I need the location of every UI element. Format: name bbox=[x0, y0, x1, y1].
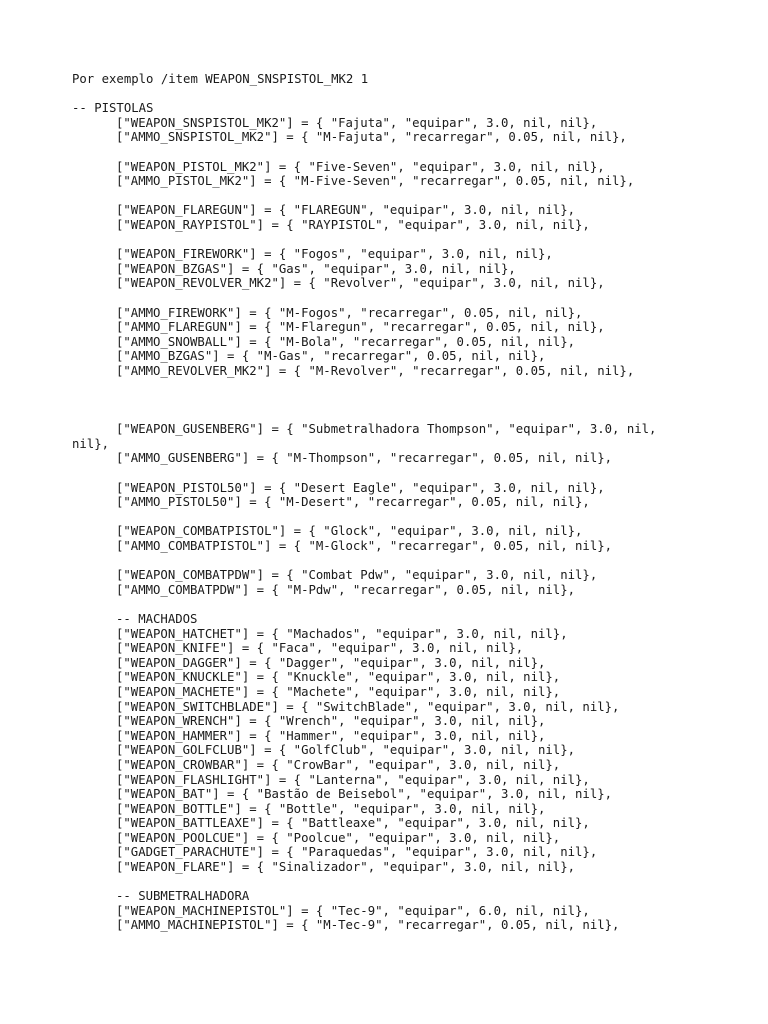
text-line: ["WEAPON_MACHETE"] = { "Machete", "equipar", 3.0, nil, nil}, bbox=[116, 684, 561, 699]
text-line: ["WEAPON_BZGAS"] = { "Gas", "equipar", 3.0, nil, nil}, bbox=[116, 261, 516, 276]
text-line: ["WEAPON_PISTOL50"] = { "Desert Eagle", "equipar", 3.0, nil, nil}, bbox=[116, 480, 605, 495]
blank-line bbox=[72, 291, 672, 306]
text-line: ["AMMO_PISTOL50"] = { "M-Desert", "recarregar", 0.05, nil, nil}, bbox=[116, 495, 590, 510]
text-line: ["WEAPON_POOLCUE"] = { "Poolcue", "equipar", 3.0, nil, nil}, bbox=[116, 830, 561, 845]
text-line: ["WEAPON_HAMMER"] = { "Hammer", "equipar", 3.0, nil, nil}, bbox=[116, 728, 546, 743]
blank-line bbox=[72, 393, 672, 408]
text-line: ["WEAPON_WRENCH"] = { "Wrench", "equipar", 3.0, nil, nil}, bbox=[116, 714, 546, 729]
text-line: ["WEAPON_GOLFCLUB"] = { "GolfClub", "equipar", 3.0, nil, nil}, bbox=[116, 743, 576, 758]
document-body bbox=[72, 72, 672, 933]
text-line: ["AMMO_COMBATPISTOL"] = { "M-Glock", "recarregar", 0.05, nil, nil}, bbox=[116, 539, 613, 553]
text-line: ["WEAPON_KNUCKLE"] = { "Knuckle", "equipar", 3.0, nil, nil}, bbox=[116, 670, 561, 685]
text-line: ["WEAPON_BOTTLE"] = { "Bottle", "equipar", 3.0, nil, nil}, bbox=[116, 801, 546, 816]
blank-line bbox=[72, 597, 672, 612]
text-line: ["AMMO_FLAREGUN"] = { "M-Flaregun", "recarregar", 0.05, nil, nil}, bbox=[116, 320, 605, 335]
text-line: ["WEAPON_FLARE"] = { "Sinalizador", "equipar", 3.0, nil, nil}, bbox=[116, 860, 576, 875]
blank-line bbox=[72, 510, 672, 525]
text-line: ["WEAPON_DAGGER"] = { "Dagger", "equipar", 3.0, nil, nil}, bbox=[116, 655, 546, 670]
text-line: -- MACHADOS bbox=[116, 611, 198, 626]
text-line: ["AMMO_FIREWORK"] = { "M-Fogos", "recarregar", 0.05, nil, nil}, bbox=[116, 305, 583, 320]
text-line: ["WEAPON_KNIFE"] = { "Faca", "equipar", 3.0, nil, nil}, bbox=[116, 641, 524, 656]
blank-line bbox=[72, 466, 672, 481]
text-line: ["AMMO_PISTOL_MK2"] = { "M-Five-Seven", "recarregar", 0.05, nil, nil}, bbox=[116, 174, 635, 189]
text-line: ["WEAPON_MACHINEPISTOL"] = { "Tec-9", "equipar", 6.0, nil, nil}, bbox=[116, 903, 590, 918]
text-line: ["WEAPON_RAYPISTOL"] = { "RAYPISTOL", "equipar", 3.0, nil, nil}, bbox=[116, 217, 590, 232]
text-line: ["WEAPON_PISTOL_MK2"] = { "Five-Seven", "equipar", 3.0, nil, nil}, bbox=[116, 159, 605, 174]
text-line: ["WEAPON_SNSPISTOL_MK2"] = { "Fajuta", "equipar", 3.0, nil, nil}, bbox=[116, 115, 598, 130]
text-line: ["WEAPON_GUSENBERG"] = { "Submetralhadora Thompson", "equipar", 3.0, nil, bbox=[116, 422, 657, 437]
blank-line bbox=[72, 233, 672, 248]
text-line: ["AMMO_MACHINEPISTOL"] = { "M-Tec-9", "recarregar", 0.05, nil, nil}, bbox=[116, 918, 620, 933]
blank-line bbox=[72, 875, 672, 890]
blank-line bbox=[72, 378, 672, 393]
blank-line bbox=[72, 408, 672, 423]
text-line: ["WEAPON_BAT"] = { "Bastão de Beisebol", "equipar", 3.0, nil, nil}, bbox=[116, 787, 613, 802]
blank-line bbox=[72, 189, 672, 204]
text-line: ["WEAPON_COMBATPISTOL"] = { "Glock", "equipar", 3.0, nil, nil}, bbox=[116, 524, 583, 539]
text-line: Por exemplo /item WEAPON_SNSPISTOL_MK2 1 bbox=[72, 72, 369, 86]
text-line: ["AMMO_SNOWBALL"] = { "M-Bola", "recarregar", 0.05, nil, nil}, bbox=[116, 334, 576, 349]
text-line: ["WEAPON_COMBATPDW"] = { "Combat Pdw", "equipar", 3.0, nil, nil}, bbox=[116, 568, 598, 583]
text-line: ["WEAPON_BATTLEAXE"] = { "Battleaxe", "equipar", 3.0, nil, nil}, bbox=[116, 816, 590, 831]
text-line: ["WEAPON_FLAREGUN"] = { "FLAREGUN", "equipar", 3.0, nil, nil}, bbox=[116, 203, 576, 218]
text-line: -- SUBMETRALHADORA bbox=[116, 889, 250, 904]
text-line: ["GADGET_PARACHUTE"] = { "Paraquedas", "equipar", 3.0, nil, nil}, bbox=[116, 845, 598, 860]
blank-line bbox=[72, 145, 672, 160]
text-line: ["WEAPON_FLASHLIGHT"] = { "Lanterna", "equipar", 3.0, nil, nil}, bbox=[116, 772, 590, 787]
text-line: ["WEAPON_REVOLVER_MK2"] = { "Revolver", "equipar", 3.0, nil, nil}, bbox=[116, 276, 605, 291]
text-line: ["AMMO_GUSENBERG"] = { "M-Thompson", "recarregar", 0.05, nil, nil}, bbox=[116, 451, 613, 466]
text-line: ["WEAPON_FIREWORK"] = { "Fogos", "equipar", 3.0, nil, nil}, bbox=[116, 247, 553, 262]
text-line: ["WEAPON_SWITCHBLADE"] = { "SwitchBlade", "equipar", 3.0, nil, nil}, bbox=[116, 699, 620, 714]
text-line: ["AMMO_SNSPISTOL_MK2"] = { "M-Fajuta", "recarregar", 0.05, nil, nil}, bbox=[116, 130, 627, 145]
text-line: ["AMMO_REVOLVER_MK2"] = { "M-Revolver", "recarregar", 0.05, nil, nil}, bbox=[116, 363, 635, 378]
text-line: -- PISTOLAS bbox=[72, 101, 154, 116]
blank-line bbox=[72, 554, 672, 569]
text-line: ["WEAPON_HATCHET"] = { "Machados", "equipar", 3.0, nil, nil}, bbox=[116, 626, 568, 641]
blank-line bbox=[72, 87, 672, 102]
text-line: ["AMMO_COMBATPDW"] = { "M-Pdw", "recarregar", 0.05, nil, nil}, bbox=[116, 582, 576, 597]
text-line: nil}, bbox=[72, 436, 110, 451]
text-line: ["AMMO_BZGAS"] = { "M-Gas", "recarregar", 0.05, nil, nil}, bbox=[116, 349, 546, 364]
text-line: ["WEAPON_CROWBAR"] = { "CrowBar", "equipar", 3.0, nil, nil}, bbox=[116, 757, 561, 772]
